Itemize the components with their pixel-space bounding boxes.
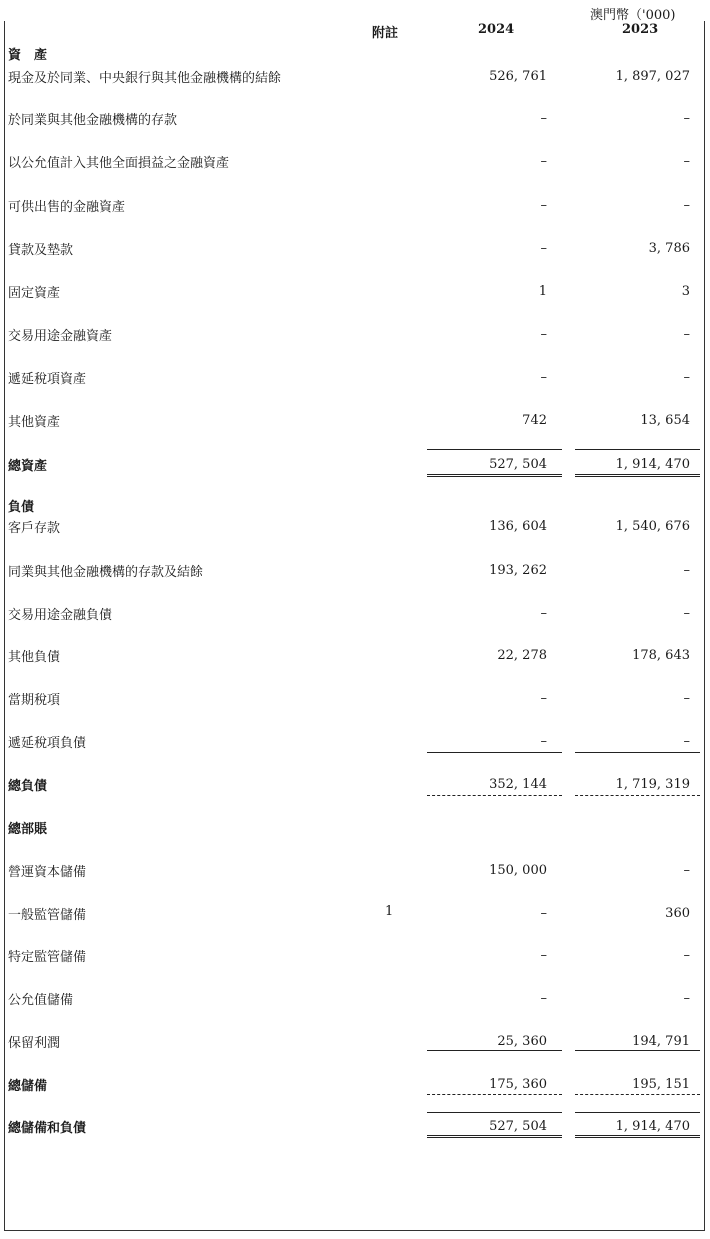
assets-section-heading: 資 產: [8, 48, 48, 63]
customer-deposits-2024: 136, 604: [489, 519, 547, 534]
deferred-tax-liab-label: 遞延稅項負債: [8, 736, 87, 751]
total-assets-top-rule-2023: [575, 449, 700, 450]
total-liabilities-dash-2023: [575, 795, 700, 796]
general-reserve-2024: –: [540, 906, 547, 921]
total-reserves-dash-2024: [427, 1094, 562, 1095]
fixed-assets-label: 固定資產: [8, 286, 61, 301]
loans-2023: 3, 786: [648, 241, 690, 256]
trading-assets-2024: –: [540, 327, 547, 342]
fixed-assets-2024: 1: [538, 284, 547, 299]
loans-2024: –: [540, 241, 547, 256]
note-column-header: 附註: [372, 26, 399, 41]
loans-label: 貸款及墊款: [8, 243, 74, 258]
total-liabilities-2023: 1, 719, 319: [615, 777, 690, 792]
total-reserves-liab-2023: 1, 914, 470: [615, 1119, 690, 1134]
other-liabilities-label: 其他負債: [8, 650, 61, 665]
customer-deposits-2023: 1, 540, 676: [615, 519, 690, 534]
currency-label: 澳門幣（'000): [590, 8, 676, 23]
customer-deposits-label: 客戶存款: [8, 521, 61, 536]
deferred-tax-assets-2024: –: [540, 370, 547, 385]
operating-capital-label: 營運資本儲備: [8, 865, 87, 880]
liabilities-section-heading: 負債: [8, 500, 35, 515]
general-reserve-label: 一般監管儲備: [8, 908, 87, 923]
deferred-tax-liab-2024: –: [540, 734, 547, 749]
retained-earnings-rule-2024: [427, 1050, 562, 1051]
deposits-with-banks-2023: –: [683, 111, 690, 126]
total-assets-double-rule-2023: [575, 474, 700, 477]
other-assets-2023: 13, 654: [640, 413, 690, 428]
operating-capital-2023: –: [683, 863, 690, 878]
liabilities-rule-2023: [575, 752, 700, 753]
fair-value-reserve-label: 公允值儲備: [8, 993, 74, 1008]
total-reserves-2024: 175, 360: [489, 1077, 547, 1092]
afs-2023: –: [683, 198, 690, 213]
deposits-with-banks-label: 於同業與其他金融機構的存款: [8, 113, 178, 128]
total-assets-top-rule-2024: [427, 449, 562, 450]
general-reserve-note: 1: [385, 904, 394, 919]
grand-total-double-rule-2023: [575, 1135, 700, 1138]
trading-liabilities-2024: –: [540, 606, 547, 621]
total-assets-label: 總資產: [8, 459, 48, 474]
deposits-with-banks-2024: –: [540, 111, 547, 126]
trading-liabilities-label: 交易用途金融負債: [8, 608, 113, 623]
total-liabilities-dash-2024: [427, 795, 562, 796]
year-2024-header: 2024: [478, 22, 515, 37]
year-2023-header: 2023: [622, 22, 659, 37]
specific-reserve-label: 特定監管儲備: [8, 950, 87, 965]
deferred-tax-assets-2023: –: [683, 370, 690, 385]
bank-deposits-2023: –: [683, 563, 690, 578]
afs-label: 可供出售的金融資產: [8, 200, 126, 215]
fvoci-2024: –: [540, 154, 547, 169]
cash-2024: 526, 761: [489, 69, 547, 84]
retained-earnings-label: 保留利潤: [8, 1036, 61, 1051]
operating-capital-2024: 150, 000: [489, 863, 547, 878]
total-reserves-label: 總儲備: [8, 1079, 48, 1094]
total-assets-2023: 1, 914, 470: [615, 457, 690, 472]
total-assets-2024: 527, 504: [489, 457, 547, 472]
other-assets-label: 其他資產: [8, 415, 61, 430]
total-reserves-dash-2023: [575, 1094, 700, 1095]
specific-reserve-2024: –: [540, 948, 547, 963]
reserves-section-heading: 總部賬: [8, 822, 48, 837]
current-tax-2024: –: [540, 691, 547, 706]
grand-total-top-rule-2024: [427, 1112, 562, 1113]
grand-total-double-rule-2024: [427, 1135, 562, 1138]
other-assets-2024: 742: [522, 413, 547, 428]
total-reserves-2023: 195, 151: [632, 1077, 690, 1092]
liabilities-rule-2024: [427, 752, 562, 753]
grand-total-top-rule-2023: [575, 1112, 700, 1113]
other-liabilities-2024: 22, 278: [497, 648, 547, 663]
bank-deposits-2024: 193, 262: [489, 563, 547, 578]
current-tax-label: 當期稅項: [8, 693, 61, 708]
cash-label: 現金及於同業、中央銀行與其他金融機構的結餘: [8, 71, 282, 86]
trading-assets-2023: –: [683, 327, 690, 342]
deferred-tax-assets-label: 遞延稅項資產: [8, 372, 87, 387]
specific-reserve-2023: –: [683, 948, 690, 963]
total-reserves-liab-label: 總儲備和負債: [8, 1121, 87, 1136]
fvoci-label: 以公允值計入其他全面損益之金融資產: [8, 156, 230, 171]
afs-2024: –: [540, 198, 547, 213]
total-liabilities-label: 總負債: [8, 779, 48, 794]
retained-earnings-2024: 25, 360: [497, 1034, 547, 1049]
cash-2023: 1, 897, 027: [615, 69, 690, 84]
fair-value-reserve-2023: –: [683, 991, 690, 1006]
trading-liabilities-2023: –: [683, 606, 690, 621]
fair-value-reserve-2024: –: [540, 991, 547, 1006]
general-reserve-2023: 360: [665, 906, 690, 921]
current-tax-2023: –: [683, 691, 690, 706]
retained-earnings-rule-2023: [575, 1050, 700, 1051]
total-assets-double-rule-2024: [427, 474, 562, 477]
bank-deposits-label: 同業與其他金融機構的存款及結餘: [8, 565, 204, 580]
other-liabilities-2023: 178, 643: [632, 648, 690, 663]
trading-assets-label: 交易用途金融資產: [8, 329, 113, 344]
deferred-tax-liab-2023: –: [683, 734, 690, 749]
retained-earnings-2023: 194, 791: [632, 1034, 690, 1049]
fvoci-2023: –: [683, 154, 690, 169]
fixed-assets-2023: 3: [681, 284, 690, 299]
total-liabilities-2024: 352, 144: [489, 777, 547, 792]
total-reserves-liab-2024: 527, 504: [489, 1119, 547, 1134]
